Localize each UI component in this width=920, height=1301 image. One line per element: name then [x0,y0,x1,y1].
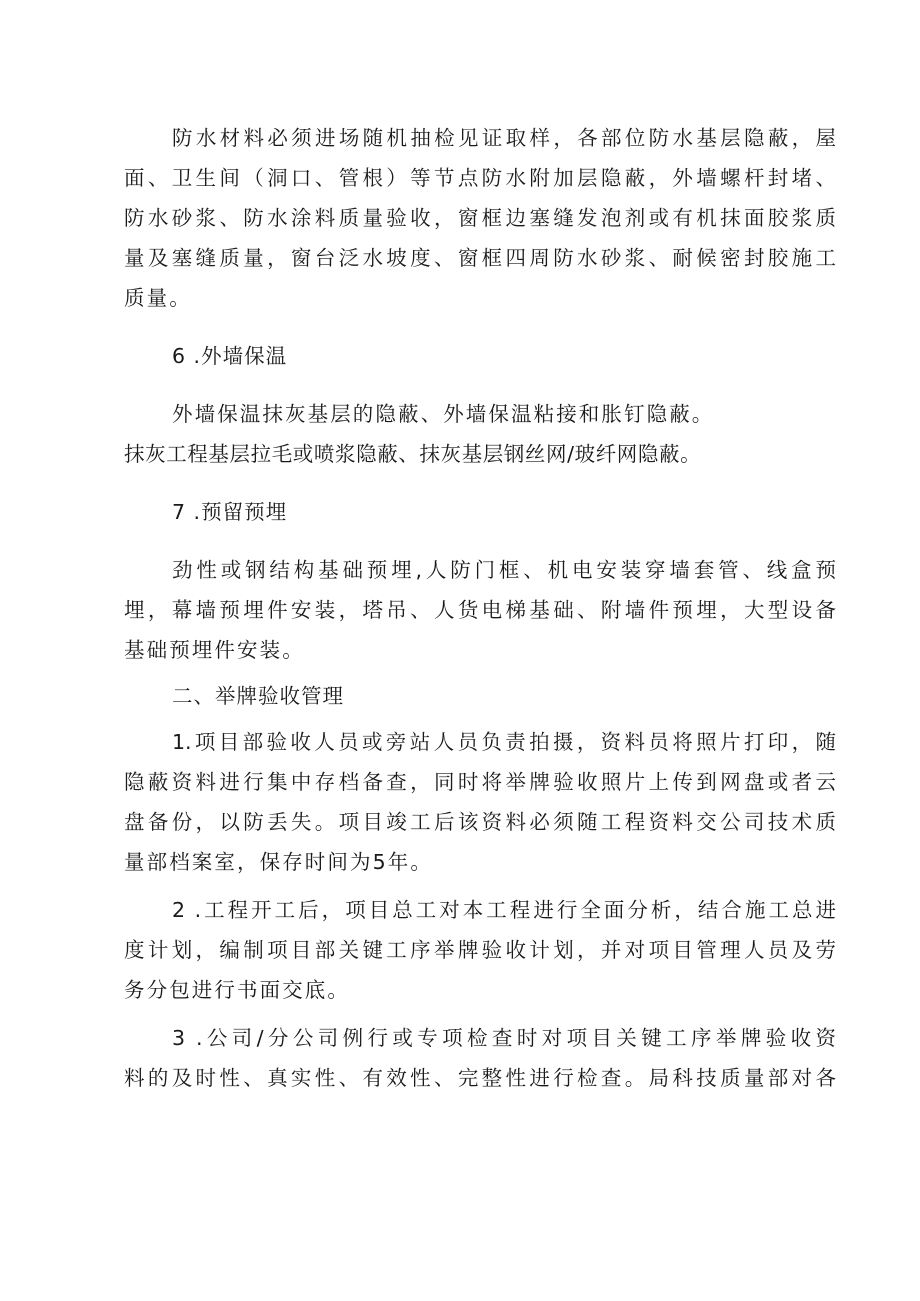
text-line: 2 .工程开工后，项目总工对本工程进行全面分析，结合施工总进 [172,898,836,922]
text-line: 1.项目部验收人员或旁站人员负责拍摄，资料员将照片打印，随 [172,730,836,754]
text-line: 埋，幕墙预埋件安装，塔吊、人货电梯基础、附墙件预埋，大型设备 [124,598,836,622]
list-item-3 [124,1018,836,1098]
text-line: 质量。 [124,286,192,310]
text-line: 盘备份，以防丢失。项目竣工后该资料必须随工程资料交公司技术质 [124,810,836,834]
text-line: 量及塞缝质量，窗台泛水坡度、窗框四周防水砂浆、耐候密封胶施工 [124,246,836,270]
list-item-1 [124,722,836,882]
document-page [124,118,836,1098]
text-line: 抹灰工程基层拉毛或喷浆隐蔽、抹灰基层钢丝网/玻纤网隐蔽。 [124,442,702,466]
heading-exterior-insulation: 6 .外墙保温 [172,344,288,368]
paragraph-insulation [124,394,836,474]
heading-embedded-parts: 7 .预留预埋 [172,500,288,524]
section-heading-sign-acceptance: 二、举牌验收管理 [172,684,344,708]
paragraph-embedded [124,550,836,670]
text-line: 量部档案室，保存时间为5年。 [124,850,433,874]
text-line: 防水材料必须进场随机抽检见证取样，各部位防水基层隐蔽，屋 [172,126,836,150]
list-item-2 [124,890,836,1010]
text-line: 基础预埋件安装。 [124,638,305,662]
text-line: 度计划，编制项目部关键工序举牌验收计划，并对项目管理人员及劳 [124,938,836,962]
text-line: 面、卫生间（洞口、管根）等节点防水附加层隐蔽，外墙螺杆封堵、 [124,166,836,190]
text-line: 3 .公司/分公司例行或专项检查时对项目关键工序举牌验收资 [172,1026,836,1050]
text-line: 防水砂浆、防水涂料质量验收，窗框边塞缝发泡剂或有机抹面胶浆质 [124,206,836,230]
paragraph-waterproofing [124,118,836,318]
text-line: 料的及时性、真实性、有效性、完整性进行检查。局科技质量部对各 [124,1066,836,1090]
text-line: 劲性或钢结构基础预埋,人防门框、机电安装穿墙套管、线盒预 [172,558,836,582]
text-line: 务分包进行书面交底。 [124,978,350,1002]
text-line: 隐蔽资料进行集中存档备查，同时将举牌验收照片上传到网盘或者云 [124,770,836,794]
text-line: 外墙保温抹灰基层的隐蔽、外墙保温粘接和胀钉隐蔽。 [172,402,715,426]
